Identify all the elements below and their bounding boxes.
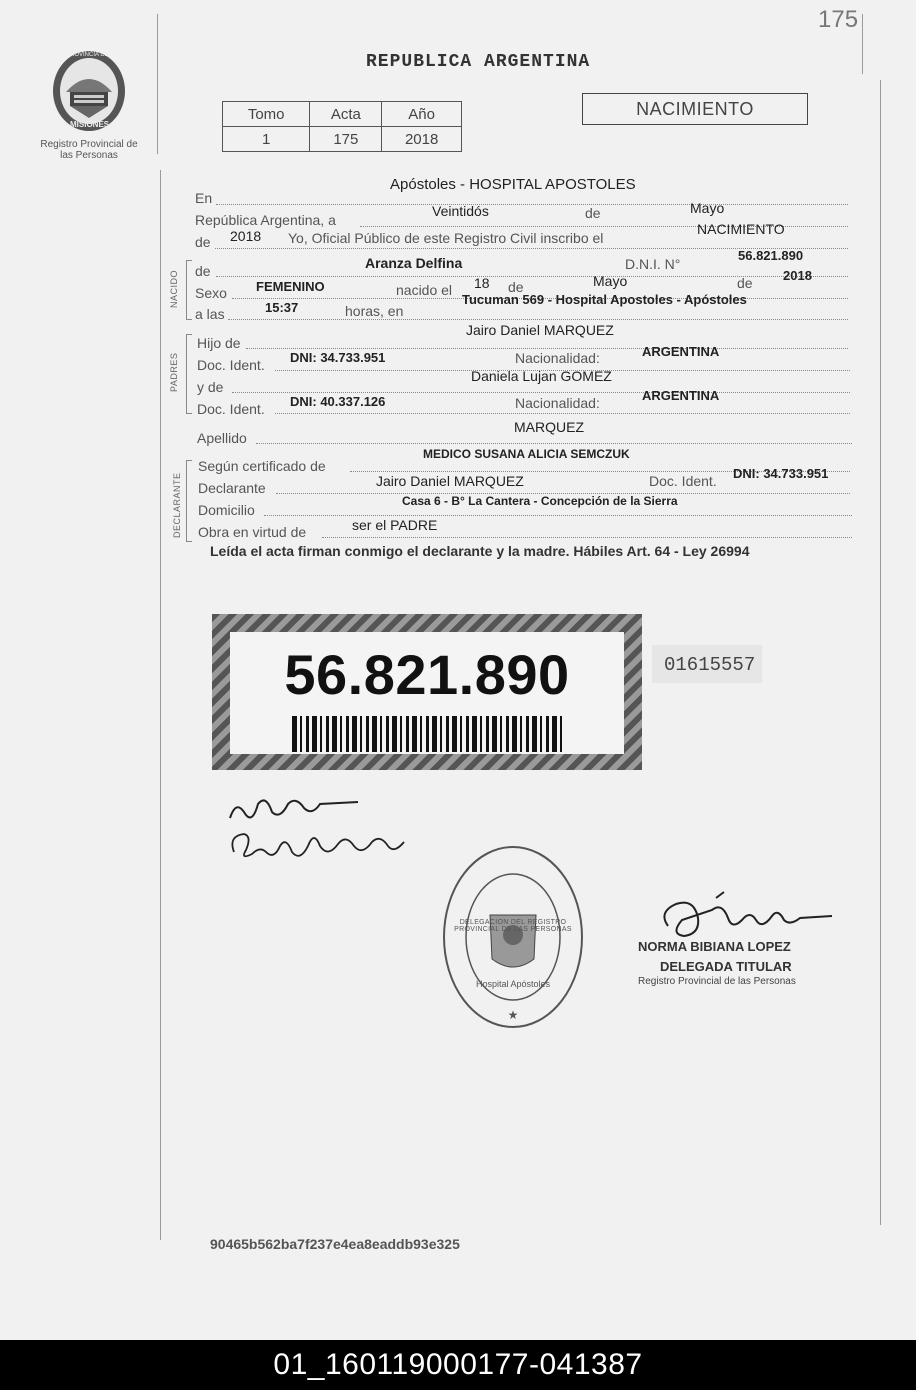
dotted-line (228, 319, 848, 320)
label-de: de (195, 263, 211, 279)
table-header-ano: Año (382, 102, 462, 127)
serial-number: 01615557 (664, 654, 756, 676)
svg-text:★: ★ (507, 1008, 519, 1022)
dni-sticker (212, 614, 642, 770)
document-title: REPUBLICA ARGENTINA (366, 52, 591, 72)
footer-id: 01_160119000177-041387 (273, 1348, 643, 1381)
label-y-de: y de (197, 379, 224, 395)
declarant-name-value: Jairo Daniel MARQUEZ (376, 473, 524, 489)
label-obra: Obra en virtud de (198, 524, 307, 540)
barcode (292, 716, 564, 752)
father-name-value: Jairo Daniel MARQUEZ (466, 322, 614, 338)
dotted-line (246, 348, 848, 349)
stamp-inner-text: Hospital Apóstoles (475, 979, 551, 989)
handwritten-signature-declarants (222, 790, 422, 870)
label-de: de (508, 279, 524, 295)
dotted-line (216, 204, 848, 205)
dotted-line (264, 515, 852, 516)
label-de: de (195, 234, 211, 250)
dotted-line (216, 276, 848, 277)
mother-name-value: Daniela Lujan GOMEZ (471, 368, 612, 384)
label-apellido: Apellido (197, 430, 247, 446)
dotted-line (322, 537, 852, 538)
place-value: Apóstoles - HOSPITAL APOSTOLES (390, 176, 636, 193)
label-de: de (737, 275, 753, 291)
table-header-acta: Acta (310, 102, 382, 127)
father-nationality-value: ARGENTINA (642, 344, 720, 359)
margin-line-right-top (862, 14, 863, 74)
section-label-nacido: NACIDO (169, 269, 179, 308)
provincial-seal-logo: PROVINCIA DE MISIONES (50, 48, 128, 134)
dotted-line (275, 413, 850, 414)
sex-value: FEMENINO (256, 279, 325, 294)
child-dni-value: 56.821.890 (738, 248, 804, 263)
time-value: 15:37 (265, 300, 299, 315)
dni-number: 56.821.890 (284, 643, 570, 706)
table-value-acta: 175 (310, 127, 382, 152)
day-words-value: Veintidós (432, 203, 489, 219)
table-value-ano: 2018 (382, 127, 462, 152)
official-org: Registro Provincial de las Personas (638, 976, 796, 987)
register-table (222, 101, 462, 152)
label-en: En (195, 190, 213, 206)
label-domicilio: Domicilio (198, 502, 255, 518)
dotted-line (256, 443, 852, 444)
label-nacido-el: nacido el (396, 282, 453, 298)
section-label-declarante: DECLARANTE (172, 472, 182, 538)
certificate-value: MEDICO SUSANA ALICIA SEMCZUK (423, 447, 630, 461)
birth-year-value: 2018 (783, 268, 812, 283)
label-nacionalidad: Nacionalidad: (515, 350, 600, 366)
capacity-value: ser el PADRE (352, 517, 438, 533)
label-doc-ident: Doc. Ident. (197, 401, 265, 417)
label-de: de (585, 205, 601, 221)
margin-line-right (880, 80, 881, 1225)
dotted-line (232, 392, 850, 393)
official-title: DELEGADA TITULAR (660, 959, 792, 974)
margin-line-top (157, 14, 158, 154)
footer-id-bar (0, 1340, 916, 1390)
label-hijo: Hijo de (197, 335, 241, 351)
birth-month-value: Mayo (593, 273, 628, 289)
section-bracket (186, 334, 192, 414)
label-a-las: a las (195, 306, 225, 322)
official-name: NORMA BIBIANA LOPEZ (638, 939, 791, 954)
birth-day-value: 18 (474, 275, 490, 291)
label-sexo: Sexo (195, 285, 227, 301)
label-horas: horas, en (345, 303, 404, 319)
birth-place-value: Tucuman 569 - Hospital Apostoles - Apóstoles (462, 292, 747, 307)
label-certificado: Según certificado de (198, 458, 326, 474)
section-label-padres: PADRES (169, 352, 179, 392)
surname-value: MARQUEZ (514, 419, 584, 435)
mother-nationality-value: ARGENTINA (642, 388, 720, 403)
label-declarante: Declarante (198, 480, 266, 496)
stamp-ring-text: DELEGACION DEL REGISTRO PROVINCIAL DE LAS PERSONAS (454, 919, 572, 933)
label-doc-ident: Doc. Ident. (649, 473, 717, 489)
label-republica: República Argentina, a (195, 212, 336, 228)
label-oficial: Yo, Oficial Público de este Registro Civil inscribo el (288, 230, 604, 246)
address-value: Casa 6 - B° La Cantera - Concepción de la Sierra (402, 494, 678, 508)
label-doc-ident: Doc. Ident. (197, 357, 265, 373)
table-value-tomo: 1 (223, 127, 310, 152)
page-number: 175 (818, 6, 859, 33)
year-value: 2018 (230, 228, 262, 244)
margin-line-left (160, 170, 161, 1240)
official-stamp (440, 843, 586, 1031)
table-header-tomo: Tomo (223, 102, 310, 127)
record-kind-value: NACIMIENTO (697, 221, 785, 237)
record-type-box: NACIMIENTO (582, 93, 808, 125)
month-value: Mayo (690, 200, 725, 216)
label-nacionalidad: Nacionalidad: (515, 395, 600, 411)
section-bracket (186, 460, 192, 542)
label-dni: D.N.I. N° (625, 256, 681, 272)
dni-sticker-inner (230, 632, 624, 754)
father-doc-value: DNI: 34.733.951 (290, 350, 386, 365)
document-hash: 90465b562ba7f237e4ea8eaddb93e325 (210, 1236, 460, 1252)
closing-statement: Leída el acta firman conmigo el declarante y la madre. Hábiles Art. 64 - Ley 26994 (210, 543, 750, 559)
declarant-doc-value: DNI: 34.733.951 (733, 466, 829, 481)
registry-name: Registro Provincial de las Personas (40, 139, 138, 161)
mother-doc-value: DNI: 40.337.126 (290, 394, 386, 409)
child-name-value: Aranza Delfina (365, 255, 463, 271)
section-bracket (186, 260, 192, 320)
